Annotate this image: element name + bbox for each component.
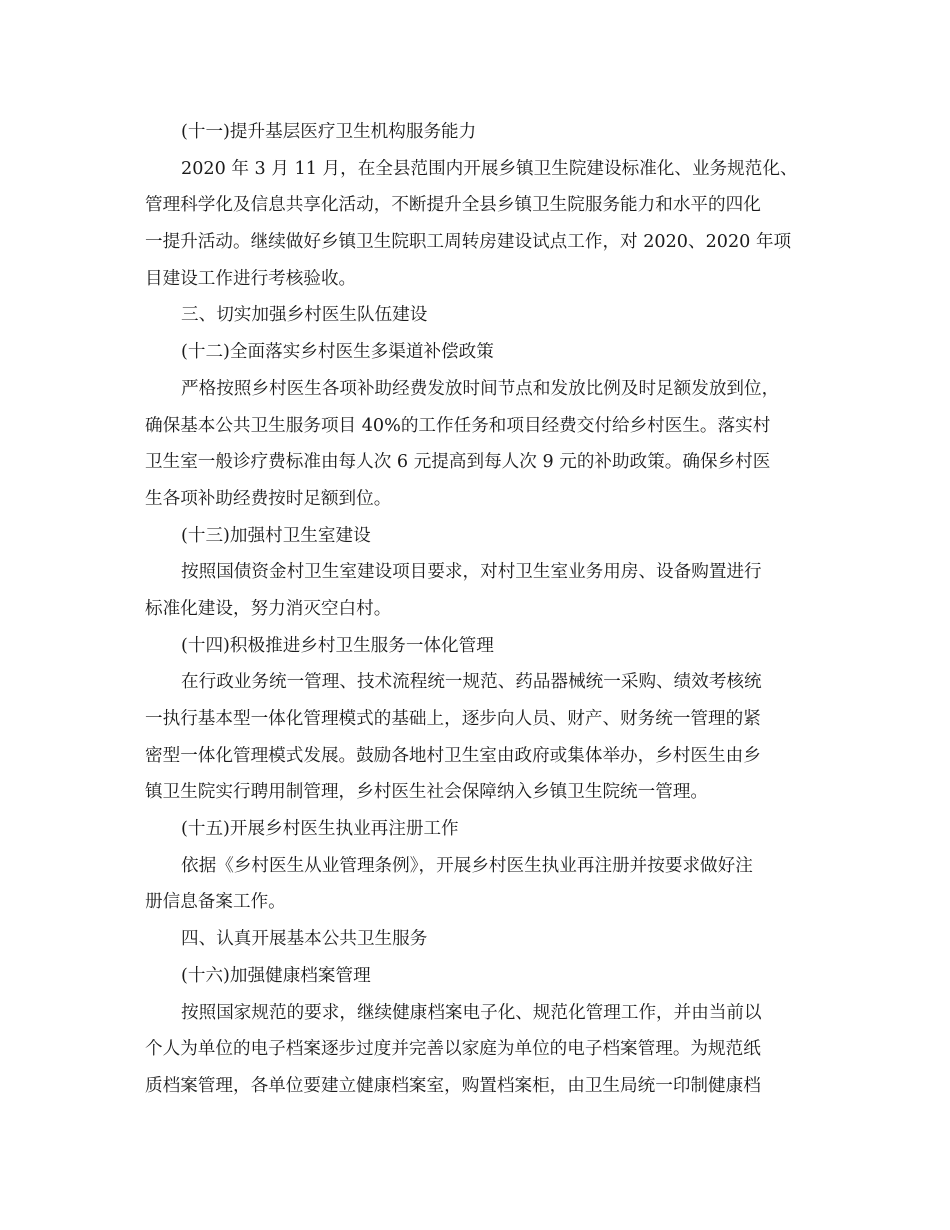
- paragraph-line: 按照国债资金村卫生室建设项目要求，对村卫生室业务用房、设备购置进行: [181, 562, 762, 583]
- paragraph-line: 密型一体化管理模式发展。鼓励各地村卫生室由政府或集体举办，乡村医生由乡: [145, 745, 761, 766]
- section-heading-14: (十四)积极推进乡村卫生服务一体化管理: [181, 635, 494, 656]
- paragraph-line: 按照国家规范的要求，继续健康档案电子化、规范化管理工作，并由当前以: [181, 1002, 762, 1023]
- paragraph-line: 一执行基本型一体化管理模式的基础上，逐步向人员、财产、财务统一管理的紧: [145, 709, 761, 729]
- section-heading-11: (十一)提升基层医疗卫生机构服务能力: [181, 122, 477, 142]
- paragraph-line: 目建设工作进行考核验收。: [145, 268, 357, 289]
- section-heading-16: (十六)加强健康档案管理: [181, 965, 371, 986]
- paragraph-line: 在行政业务统一管理、技术流程统一规范、药品器械统一采购、绩效考核统: [181, 672, 762, 693]
- paragraph-line: 依据《乡村医生从业管理条例》，开展乡村医生执业再注册并按要求做好注: [181, 855, 753, 876]
- paragraph-line: 册信息备案工作。: [145, 892, 286, 913]
- paragraph-line: 管理科学化及信息共享化活动，不断提升全县乡镇卫生院服务能力和水平的四化: [145, 195, 761, 216]
- paragraph-line: 2020 年 3 月 11 月，在全县范围内开展乡镇卫生院建设标准化、业务规范化、: [181, 158, 798, 179]
- paragraph-line: 确保基本公共卫生服务项目 40%的工作任务和项目经费交付给乡村医生。落实村: [145, 415, 771, 436]
- chapter-heading-3: 三、切实加强乡村医生队伍建设: [181, 305, 428, 326]
- section-heading-15: (十五)开展乡村医生执业再注册工作: [181, 819, 459, 840]
- section-heading-13: (十三)加强村卫生室建设: [181, 525, 371, 546]
- chapter-heading-4: 四、认真开展基本公共卫生服务: [181, 929, 428, 950]
- paragraph-line: 个人为单位的电子档案逐步过度并完善以家庭为单位的电子档案管理。为规范纸: [145, 1039, 761, 1060]
- paragraph-line: 生各项补助经费按时足额到位。: [145, 488, 392, 509]
- paragraph-line: 标准化建设，努力消灭空白村。: [145, 598, 392, 619]
- paragraph-line: 镇卫生院实行聘用制管理，乡村医生社会保障纳入乡镇卫生院统一管理。: [145, 782, 709, 803]
- paragraph-line: 卫生室一般诊疗费标准由每人次 6 元提高到每人次 9 元的补助政策。确保乡村医: [145, 452, 771, 473]
- paragraph-line: 质档案管理，各单位要建立健康档案室，购置档案柜，由卫生局统一印制健康档: [145, 1075, 761, 1096]
- paragraph-line: 一提升活动。继续做好乡镇卫生院职工周转房建设试点工作，对 2020、2020 年项: [145, 232, 792, 253]
- document-body: [145, 114, 805, 1105]
- section-heading-12: (十二)全面落实乡村医生多渠道补偿政策: [181, 342, 494, 363]
- paragraph-line: 严格按照乡村医生各项补助经费发放时间节点和发放比例及时足额发放到位，: [181, 378, 780, 399]
